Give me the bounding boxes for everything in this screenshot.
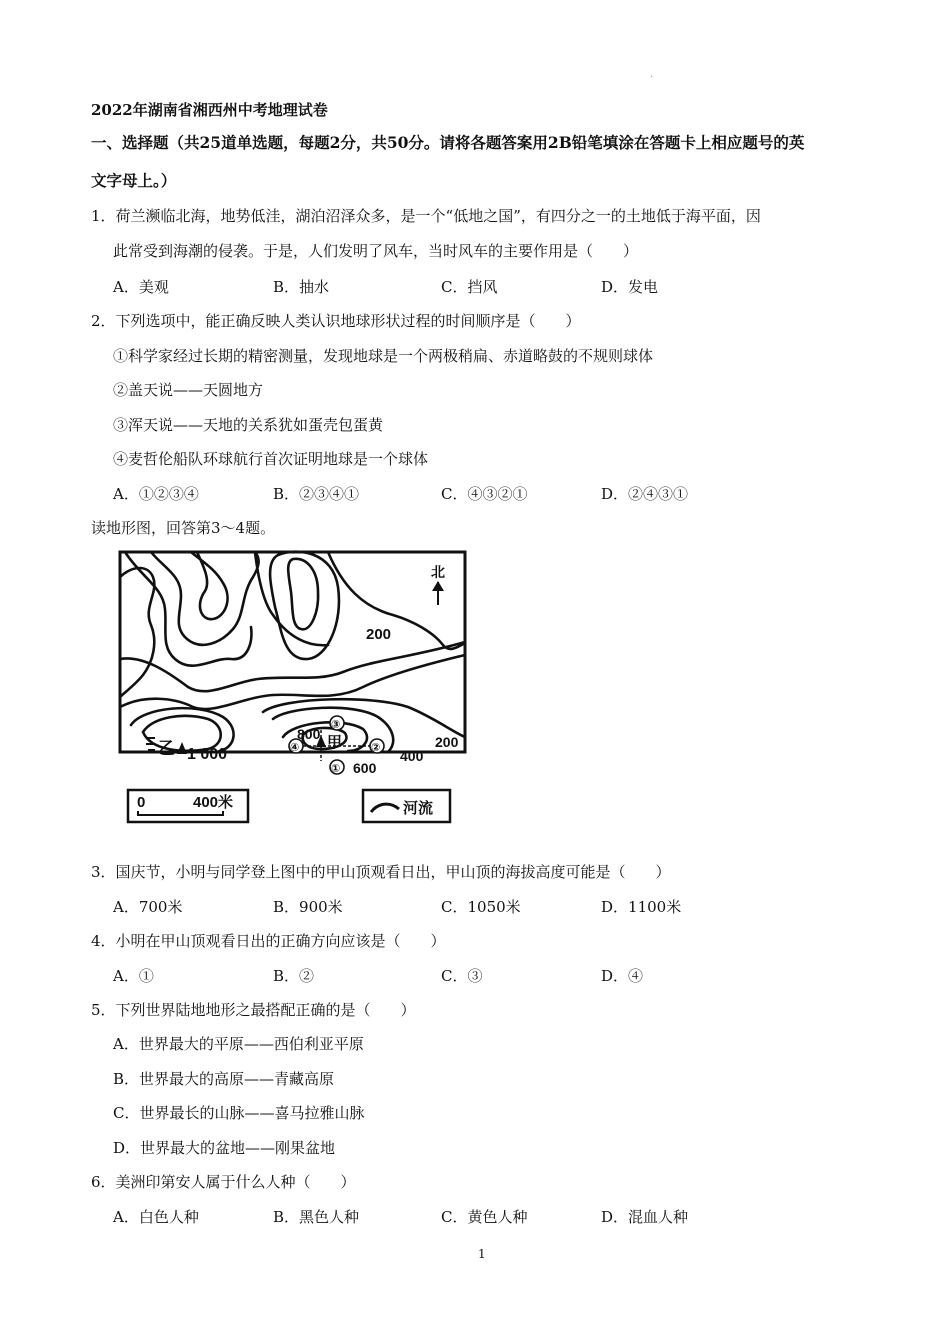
q5-option-c: C．世界最长的山脉——喜马拉雅山脉 — [113, 1104, 365, 1122]
q1-option-d: D．发电 — [601, 278, 659, 296]
q3-option-c: C．1050米 — [441, 898, 521, 916]
q1-option-b: B．抽水 — [273, 278, 330, 296]
q3-stem: 3．国庆节，小明与同学登上图中的甲山顶观看日出，甲山顶的海拔高度可能是（ ） — [91, 863, 671, 881]
contour-label-200-right: 200 — [435, 734, 459, 750]
q3-option-a: A．700米 — [113, 898, 183, 916]
q4-stem: 4．小明在甲山顶观看日出的正确方向应该是（ ） — [91, 932, 446, 950]
river-symbol-icon — [371, 804, 399, 812]
map-frame — [120, 552, 465, 752]
q6-option-b: B．黑色人种 — [273, 1208, 360, 1226]
q6-stem: 6．美洲印第安人属于什么人种（ ） — [91, 1173, 356, 1191]
q2-option-b: B．②③④① — [273, 485, 360, 503]
q6-option-c: C．黄色人种 — [441, 1208, 528, 1226]
north-label: 北 — [431, 564, 445, 580]
north-arrowhead-icon — [432, 581, 444, 591]
q3-option-d: D．1100米 — [601, 898, 682, 916]
legend-river-label: 河流 — [403, 800, 434, 817]
marker-1: ① — [331, 763, 341, 775]
q2-option-a: A．①②③④ — [113, 485, 199, 503]
peak-jia-label: 甲 — [327, 734, 343, 751]
section-heading-line1: 一、选择题（共25道单选题，每题2分，共50分。请将各题答案用2B铅笔填涂在答题卡上相应题号的英 — [91, 133, 805, 152]
exam-title: 2022年湖南省湘西州中考地理试卷 — [91, 101, 328, 119]
contour-label-200-top: 200 — [366, 626, 392, 643]
q4-option-a: A．① — [113, 967, 154, 985]
q1-option-a: A．美观 — [113, 278, 169, 296]
q5-stem: 5．下列世界陆地地形之最搭配正确的是（ ） — [91, 1001, 416, 1019]
marker-2: ② — [371, 742, 381, 754]
q1-stem-line1: 1．荷兰濒临北海，地势低洼，湖泊沼泽众多，是一个“低地之国”，有四分之一的土地低于海平面，因 — [91, 207, 761, 225]
corner-dot: · — [650, 72, 654, 83]
q5-option-d: D．世界最大的盆地——刚果盆地 — [113, 1139, 336, 1157]
q2-item-4: ④麦哲伦船队环球航行首次证明地球是一个球体 — [113, 450, 429, 468]
q5-option-a: A．世界最大的平原——西伯利亚平原 — [113, 1035, 364, 1053]
q6-option-a: A．白色人种 — [113, 1208, 199, 1226]
q4-option-c: C．③ — [441, 967, 483, 985]
q2-item-2: ②盖天说——天圆地方 — [113, 381, 264, 399]
q2-item-3: ③浑天说——天地的关系犹如蛋壳包蛋黄 — [113, 416, 384, 434]
q1-option-c: C．挡风 — [441, 278, 498, 296]
scale-400m: 400米 — [193, 794, 234, 811]
peak-yi-triangle-icon — [177, 742, 187, 754]
q2-item-1: ①科学家经过长期的精密测量，发现地球是一个两极稍扁、赤道略鼓的不规则球体 — [113, 347, 654, 365]
q1-stem-line2: 此常受到海潮的侵袭。于是，人们发明了风车，当时风车的主要作用是（ ） — [113, 242, 639, 260]
q4-option-d: D．④ — [601, 967, 644, 985]
q2-stem: 2．下列选项中，能正确反映人类认识地球形状过程的时间顺序是（ ） — [91, 312, 581, 330]
marker-3: ③ — [331, 719, 341, 731]
q2-option-c: C．④③②① — [441, 485, 528, 503]
q4-option-b: B．② — [273, 967, 315, 985]
page-number: 1 — [478, 1247, 486, 1261]
q5-option-b: B．世界最大的高原——青藏高原 — [113, 1070, 335, 1088]
q6-option-d: D．混血人种 — [601, 1208, 689, 1226]
peak-yi-elevation: 1 000 — [187, 746, 228, 763]
q2-option-d: D．②④③① — [601, 485, 689, 503]
q3-option-b: B．900米 — [273, 898, 343, 916]
contour-label-600: 600 — [353, 760, 377, 776]
contour-label-400: 400 — [400, 748, 424, 764]
map-intro: 读地形图，回答第3～4题。 — [91, 519, 276, 537]
scale-zero: 0 — [137, 794, 146, 811]
marker-4: ④ — [290, 742, 300, 754]
contour-label-800: 800 — [297, 726, 321, 742]
contour-lines — [120, 552, 465, 752]
topographic-map — [113, 547, 473, 832]
scale-bar — [138, 811, 223, 815]
peak-yi-label: 乙 — [158, 739, 175, 758]
section-heading-line2: 文字母上。） — [91, 171, 177, 190]
